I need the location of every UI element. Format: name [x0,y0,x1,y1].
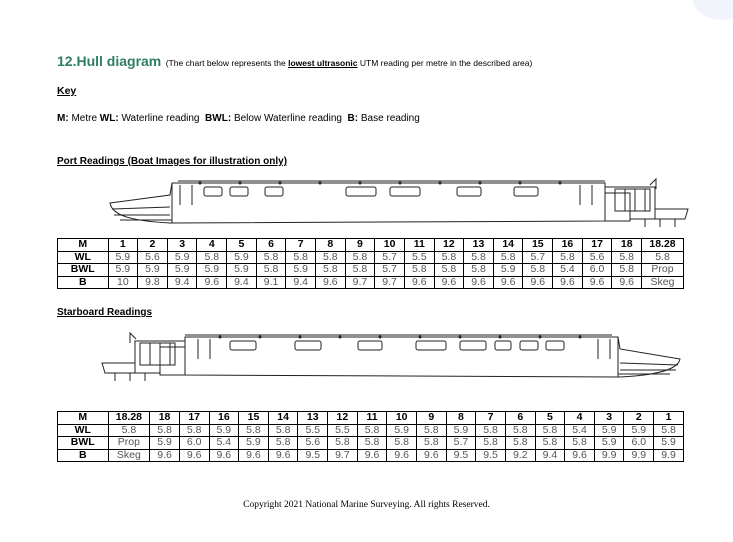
port-cell: 9.6 [404,276,434,289]
starboard-cell: 5.4 [209,437,239,450]
starboard-cell: 18.28 [108,412,150,425]
port-cell: 17 [582,239,612,252]
port-cell: 5.9 [227,264,257,277]
port-cell: 5.6 [138,251,168,264]
starboard-cell: 13 [298,412,328,425]
corner-decoration [693,0,733,20]
starboard-row-header: BWL [58,437,109,450]
starboard-cell: 5.9 [239,437,269,450]
port-cell: 9.6 [464,276,494,289]
port-cell: 5.8 [286,251,316,264]
port-cell: 3 [167,239,197,252]
starboard-cell: 5.8 [150,424,180,437]
starboard-cell: 5.8 [387,437,417,450]
starboard-cell: 6.0 [624,437,654,450]
port-cell: 6 [256,239,286,252]
port-cell: 5.8 [434,251,464,264]
starboard-cell: 9.6 [239,449,269,462]
port-cell: 9.6 [434,276,464,289]
starboard-cell: 5.8 [476,424,506,437]
starboard-row-header: B [58,449,109,462]
starboard-cell: 9.6 [268,449,298,462]
port-cell: 5.8 [256,264,286,277]
port-cell: 11 [404,239,434,252]
starboard-cell: 9.6 [357,449,387,462]
starboard-cell: 9.5 [298,449,328,462]
port-cell: Skeg [642,276,684,289]
port-row-header: M [58,239,109,252]
starboard-cell: 18 [150,412,180,425]
starboard-cell: 9.6 [387,449,417,462]
port-boat-drawing [100,173,690,233]
starboard-cell: 5.7 [446,437,476,450]
note-emphasis: lowest ultrasonic [288,58,358,68]
port-cell: 9.7 [345,276,375,289]
port-cell: 5.8 [197,251,227,264]
starboard-cell: 9 [417,412,447,425]
starboard-cell: 5.9 [624,424,654,437]
port-cell: 5.8 [553,251,583,264]
port-cell: 1 [108,239,138,252]
port-cell: 5.9 [108,251,138,264]
port-cell: 5.8 [493,251,523,264]
port-cell: 9.6 [316,276,346,289]
port-row-header: BWL [58,264,109,277]
starboard-cell: 9.6 [565,449,595,462]
port-cell: 6.0 [582,264,612,277]
starboard-cell: 5.6 [298,437,328,450]
port-cell: 5.8 [464,264,494,277]
port-cell: 15 [523,239,553,252]
starboard-cell: 9.2 [505,449,535,462]
starboard-cell: 9.6 [417,449,447,462]
port-cell: 12 [434,239,464,252]
port-readings-table [57,238,684,289]
port-cell: 9.1 [256,276,286,289]
starboard-row-header: WL [58,424,109,437]
port-cell: 18 [612,239,642,252]
port-cell: 5.9 [197,264,227,277]
starboard-cell: 5.9 [594,437,624,450]
starboard-cell: 9.9 [624,449,654,462]
port-cell: 5.8 [316,264,346,277]
port-cell: 5.7 [523,251,553,264]
port-cell: 5.8 [612,264,642,277]
starboard-boat-drawing [100,327,690,387]
starboard-cell: 16 [209,412,239,425]
port-cell: 5 [227,239,257,252]
port-cell: 16 [553,239,583,252]
starboard-cell: 15 [239,412,269,425]
port-cell: 9.6 [523,276,553,289]
port-cell: 9 [345,239,375,252]
port-cell: 5.9 [167,251,197,264]
starboard-cell: 12 [328,412,358,425]
port-row-header: WL [58,251,109,264]
port-cell: 5.8 [404,264,434,277]
starboard-row [58,449,684,462]
port-cell: Prop [642,264,684,277]
port-cell: 5.8 [523,264,553,277]
section-title [57,53,532,71]
port-heading: Port Readings (Boat Images for illustration only) [57,156,288,167]
port-cell: 5.9 [227,251,257,264]
starboard-row [58,437,684,450]
port-cell: 5.9 [286,264,316,277]
port-cell: 5.6 [582,251,612,264]
starboard-cell: 5.5 [328,424,358,437]
port-cell: 9.6 [582,276,612,289]
port-cell: 5.5 [404,251,434,264]
port-cell: 5.8 [612,251,642,264]
starboard-cell: 9.4 [535,449,565,462]
starboard-cell: 4 [565,412,595,425]
port-cell: 5.8 [434,264,464,277]
starboard-cell: 5.8 [476,437,506,450]
starboard-cell: 5 [535,412,565,425]
starboard-cell: 5.8 [357,424,387,437]
port-cell: 8 [316,239,346,252]
port-cell: 5.8 [642,251,684,264]
starboard-cell: 9.5 [476,449,506,462]
port-cell: 2 [138,239,168,252]
starboard-cell: 5.8 [505,437,535,450]
starboard-cell: Prop [108,437,150,450]
port-cell: 9.4 [167,276,197,289]
port-cell: 9.6 [197,276,227,289]
starboard-cell: 5.9 [209,424,239,437]
starboard-cell: 5.8 [239,424,269,437]
starboard-cell: 5.8 [505,424,535,437]
port-cell: 5.8 [464,251,494,264]
starboard-cell: 9.6 [179,449,209,462]
starboard-cell: 14 [268,412,298,425]
port-cell: 5.7 [375,251,405,264]
starboard-cell: 5.8 [179,424,209,437]
section-title-note: (The chart below represents the lowest ultrasonic UTM reading per metre in the described area) [165,58,533,68]
starboard-cell: 5.8 [268,437,298,450]
port-cell: 9.6 [493,276,523,289]
port-row [58,251,684,264]
starboard-cell: 5.8 [357,437,387,450]
port-cell: 10 [375,239,405,252]
starboard-cell: 5.9 [387,424,417,437]
port-cell: 14 [493,239,523,252]
starboard-cell: 9.9 [654,449,684,462]
starboard-row [58,412,684,425]
starboard-cell: 5.5 [298,424,328,437]
port-cell: 5.8 [256,251,286,264]
port-cell: 5.4 [553,264,583,277]
starboard-cell: 10 [387,412,417,425]
port-cell: 9.7 [375,276,405,289]
port-cell: 5.9 [493,264,523,277]
starboard-cell: 5.9 [150,437,180,450]
starboard-cell: 5.8 [565,437,595,450]
starboard-cell: 5.8 [535,437,565,450]
starboard-cell: 5.9 [594,424,624,437]
copyright-footer: Copyright 2021 National Marine Surveying. All rights Reserved. [243,500,490,510]
port-cell: 9.8 [138,276,168,289]
starboard-cell: 11 [357,412,387,425]
port-cell: 10 [108,276,138,289]
starboard-cell: Skeg [108,449,150,462]
port-cell: 9.6 [612,276,642,289]
starboard-cell: 5.8 [535,424,565,437]
starboard-cell: 5.8 [417,437,447,450]
starboard-row-header: M [58,412,109,425]
port-row-header: B [58,276,109,289]
starboard-cell: 2 [624,412,654,425]
starboard-cell: 3 [594,412,624,425]
starboard-cell: 5.8 [417,424,447,437]
key-heading: Key [57,85,77,97]
port-cell: 13 [464,239,494,252]
starboard-cell: 9.9 [594,449,624,462]
starboard-cell: 8 [446,412,476,425]
port-cell: 5.9 [108,264,138,277]
port-cell: 5.8 [345,264,375,277]
starboard-cell: 9.7 [328,449,358,462]
port-cell: 4 [197,239,227,252]
starboard-cell: 6 [505,412,535,425]
port-cell: 9.6 [553,276,583,289]
port-row [58,264,684,277]
starboard-cell: 5.8 [328,437,358,450]
starboard-heading: Starboard Readings [57,307,153,318]
starboard-row [58,424,684,437]
starboard-cell: 5.9 [654,437,684,450]
port-cell: 9.4 [227,276,257,289]
starboard-cell: 6.0 [179,437,209,450]
port-cell: 7 [286,239,316,252]
key-legend: M: Metre WL: Waterline reading BWL: Below Waterline reading B: Base reading [57,113,420,124]
port-cell: 5.7 [375,264,405,277]
port-row [58,276,684,289]
port-cell: 9.4 [286,276,316,289]
section-title-main: 12.Hull diagram [57,53,162,69]
starboard-cell: 17 [179,412,209,425]
port-cell: 5.8 [345,251,375,264]
starboard-cell: 5.8 [108,424,150,437]
port-cell: 5.9 [138,264,168,277]
starboard-cell: 5.8 [654,424,684,437]
starboard-cell: 9.6 [150,449,180,462]
starboard-cell: 5.8 [268,424,298,437]
port-cell: 18.28 [642,239,684,252]
starboard-cell: 5.9 [446,424,476,437]
starboard-readings-table [57,411,684,462]
starboard-cell: 7 [476,412,506,425]
port-cell: 5.9 [167,264,197,277]
port-cell: 5.8 [316,251,346,264]
starboard-cell: 9.6 [209,449,239,462]
starboard-cell: 9.5 [446,449,476,462]
port-row [58,239,684,252]
starboard-cell: 1 [654,412,684,425]
starboard-cell: 5.4 [565,424,595,437]
